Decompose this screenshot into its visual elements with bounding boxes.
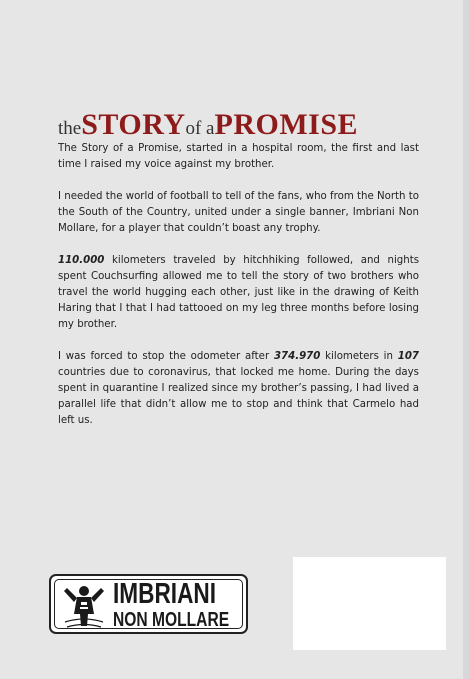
paragraph-4-text-c: countries due to coronavirus, that locked me home. During the days spent in quarantine I realized since my brother’s passing, I had lived a parallel life that didn’t allow me to stop and think that Carmelo had left us. [58,367,419,426]
page-title [58,110,358,140]
barcode-area [293,557,446,650]
title-of-a: of a [185,118,215,139]
paragraph-2: I needed the world of football to tell of the fans, who from the North to the South of the Country, united under a single banner, Imbriani Non Mollare, for a player that couldn’t boast any trophy. [58,191,419,234]
paragraph-1: The Story of a Promise, started in a hospital room, the first and last time I raised my voice against my brother. [58,143,419,170]
paragraph-4-text-b: kilometers in [320,351,398,362]
title-story: STORY [81,108,186,141]
countries-count: 107 [397,351,419,362]
logo-line-1: IMBRIANI [113,578,217,610]
imbriani-logo [49,574,248,634]
title-promise: PROMISE [214,108,359,141]
logo-line-2: NON MOLLARE [113,609,230,631]
paragraph-4-text-a: I was forced to stop the odometer after [58,351,274,362]
page-edge [463,0,469,679]
paragraph-3-text: kilometers traveled by hitchhiking followed, and nights spent Couchsurfing allowed me to tell the story of two brothers who travel the world hugging each other, just like in the drawing of Keith Haring that I that I had tattooed on my leg three months before losing my brother. [58,255,419,330]
footballer-icon [61,582,107,630]
story-text [58,141,419,445]
paragraph-3 [58,253,419,333]
km-odometer: 374.970 [273,351,321,362]
title-the: the [58,118,82,139]
paragraph-4 [58,349,419,429]
km-hitchhiking: 110.000 [58,255,105,266]
